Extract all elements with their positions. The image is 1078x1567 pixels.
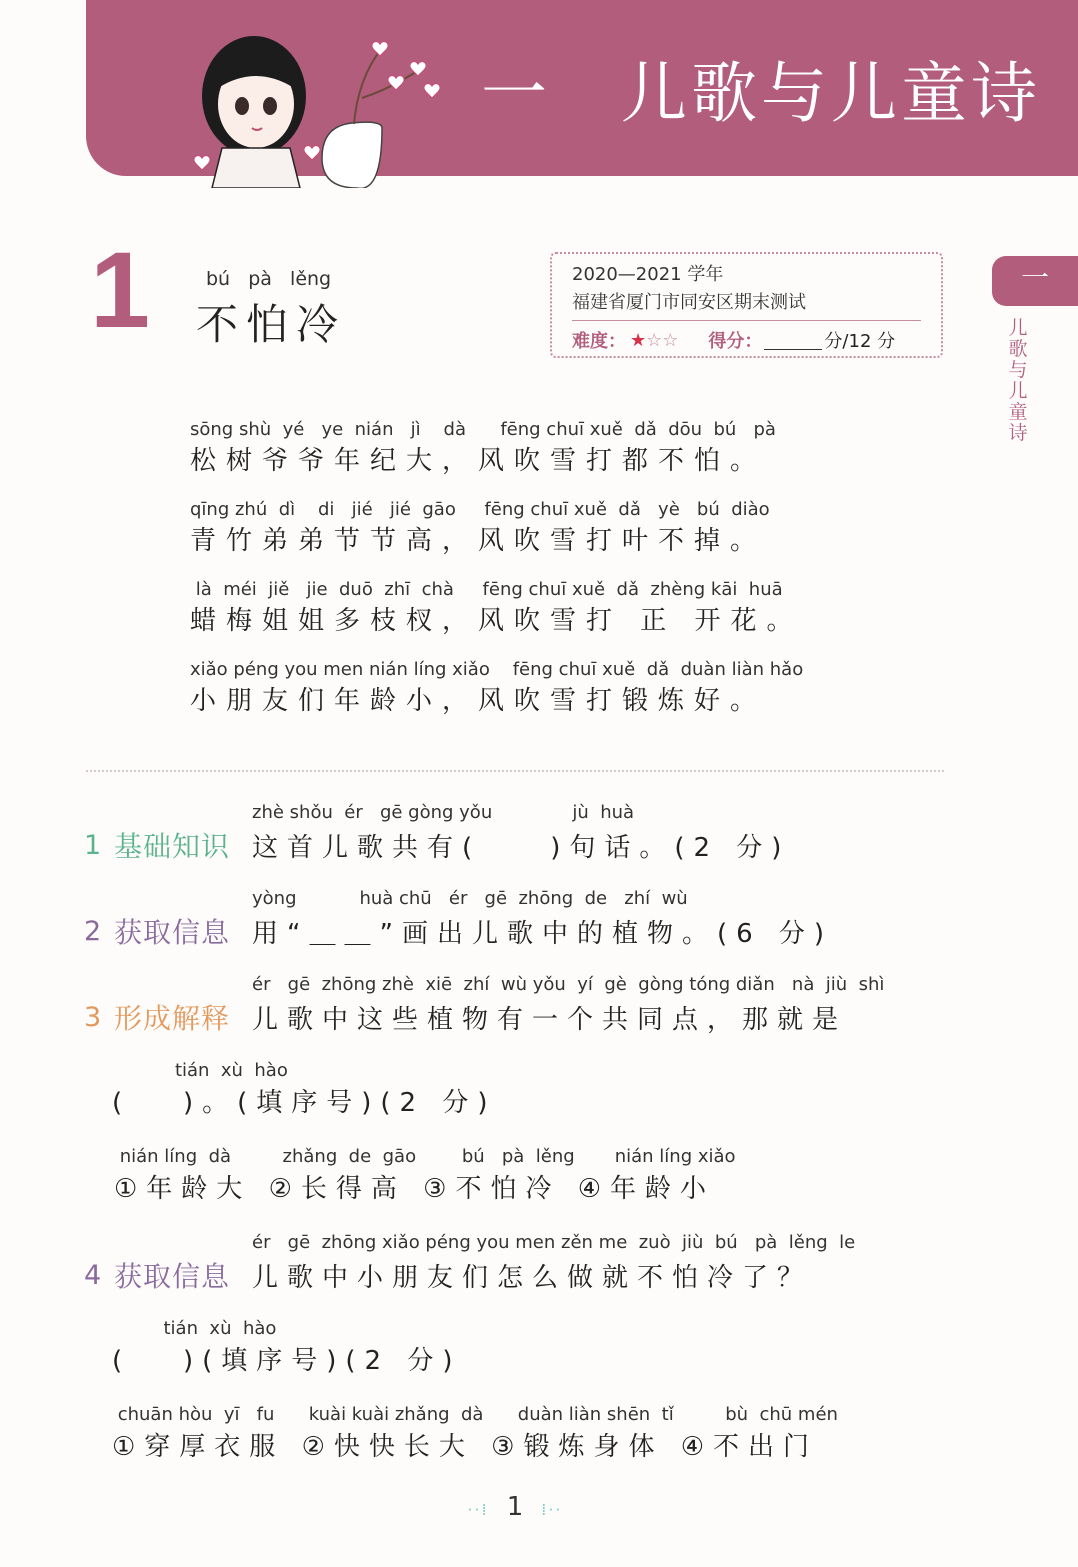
question-pinyin: ér gē zhōng zhè xiē zhí wù yǒu yí gè gòng tóng diǎn nà jiù shì [252,974,885,995]
poem-line-text: 蜡梅姐姐多枝杈，风吹雪打 正 开花。 [190,606,803,636]
question-pinyin: tián xù hào [112,1060,288,1081]
answer-blank[interactable]: ( )(填序号)(2 分) [112,1346,462,1376]
options-text: ①年龄大 ②长得高 ③不怕冷 ④年龄小 [114,1174,716,1204]
exam-year: 2020—2021 学年 [572,264,724,285]
poem-line-pinyin: là méi jiě jie duō zhī chà fēng chuī xuě dǎ zhèng kāi huā [190,579,783,600]
question-1 [84,800,790,864]
options-text: ①穿厚衣服 ②快快长大 ③锻炼身体 ④不出门 [112,1432,819,1462]
poem-line [190,578,803,640]
question-pinyin: zhè shǒu ér gē gòng yǒu jù huà [252,802,635,823]
question-text[interactable]: 这首儿歌共有( )句话。(2 分) [252,832,791,863]
side-tab-label: 儿歌与儿童诗 [1008,317,1028,444]
star-empty-icon: ☆ [646,329,663,351]
options-pinyin: chuān hòu yī fu kuài kuài zhǎng dà duàn liàn shēn tǐ bù chū mén [112,1404,838,1425]
question-3-continuation [112,1058,496,1122]
poem-line-pinyin: qīng zhú dì di jié jié gāo fēng chuī xuě dǎ yè bú diào [190,499,770,520]
question-4-continuation [112,1316,461,1380]
star-empty-icon: ☆ [662,329,679,351]
lesson-title-pinyin: bú pà lěng [206,268,332,290]
score-blank[interactable] [764,331,822,350]
difficulty-stars [630,330,678,351]
lesson-title [196,268,346,352]
page-footer [0,1492,1030,1522]
side-tab[interactable]: 一 [992,256,1078,306]
page-deco-right-icon: ⁞·· [541,1500,563,1519]
chapter-title [481,40,1041,135]
score-total: 分/12 分 [824,331,896,352]
chapter-number: 一 [481,55,551,132]
poem-line-pinyin: xiǎo péng you men nián líng xiǎo fēng chuī xuě dǎ duàn liàn hǎo [190,659,804,680]
question-3-options [114,1144,736,1208]
question-pinyin: ér gē zhōng xiǎo péng you men zěn me zuò jiù bú pà lěng le [252,1232,856,1253]
question-2 [84,886,833,950]
question-4-options [112,1402,838,1466]
exam-info-box [550,252,943,358]
poem-line-text: 青竹弟弟节节高，风吹雪打叶不掉。 [190,526,767,556]
section-divider [86,770,944,772]
question-pinyin: yòng huà chū ér gē zhōng de zhí wù [252,888,688,909]
question-tag: 获取信息 [114,916,231,949]
star-filled-icon: ★ [630,329,647,351]
chapter-banner [86,0,1078,176]
poem-body [190,418,803,738]
poem-line-pinyin: sōng shù yé ye nián jì dà fēng chuī xuě dǎ dōu bú pà [190,419,776,440]
poem-line-text: 松树爷爷年纪大，风吹雪打都不怕。 [190,446,767,476]
answer-blank[interactable]: ( )。(填序号)(2 分) [112,1088,497,1118]
exam-name: 福建省厦门市同安区期末测试 [572,288,921,321]
question-pinyin: tián xù hào [112,1318,277,1339]
question-tag: 基础知识 [114,830,231,863]
question-number: 2 [84,915,102,947]
poem-line [190,658,803,720]
question-tag: 获取信息 [114,1260,231,1293]
page-deco-left-icon: ··⁞ [467,1500,489,1519]
question-text: 儿歌中这些植物有一个共同点，那就是 [252,1004,848,1035]
poem-line [190,418,803,480]
question-tag: 形成解释 [114,1002,231,1035]
girl-illustration [182,8,462,188]
question-4 [84,1230,855,1294]
score-label: 得分： [708,331,763,352]
question-3 [84,972,884,1036]
question-text[interactable]: 用“＿＿”画出儿歌中的植物。(6 分) [252,918,834,949]
lesson-number: 1 [90,229,151,350]
difficulty-score-row [572,327,921,353]
page-number: 1 [506,1492,524,1522]
lesson-title-text: 不怕冷 [196,300,347,349]
poem-line-text: 小朋友们年龄小，风吹雪打锻炼好。 [190,686,767,716]
question-number: 3 [84,1001,102,1033]
chapter-name: 儿歌与儿童诗 [621,55,1041,132]
question-number: 4 [84,1259,102,1291]
question-number: 1 [84,829,102,861]
difficulty-label: 难度： [572,331,626,352]
options-pinyin: nián líng dà zhǎng de gāo bú pà lěng nián líng xiǎo [114,1146,736,1167]
question-text: 儿歌中小朋友们怎么做就不怕冷了？ [252,1262,813,1293]
poem-line [190,498,803,560]
